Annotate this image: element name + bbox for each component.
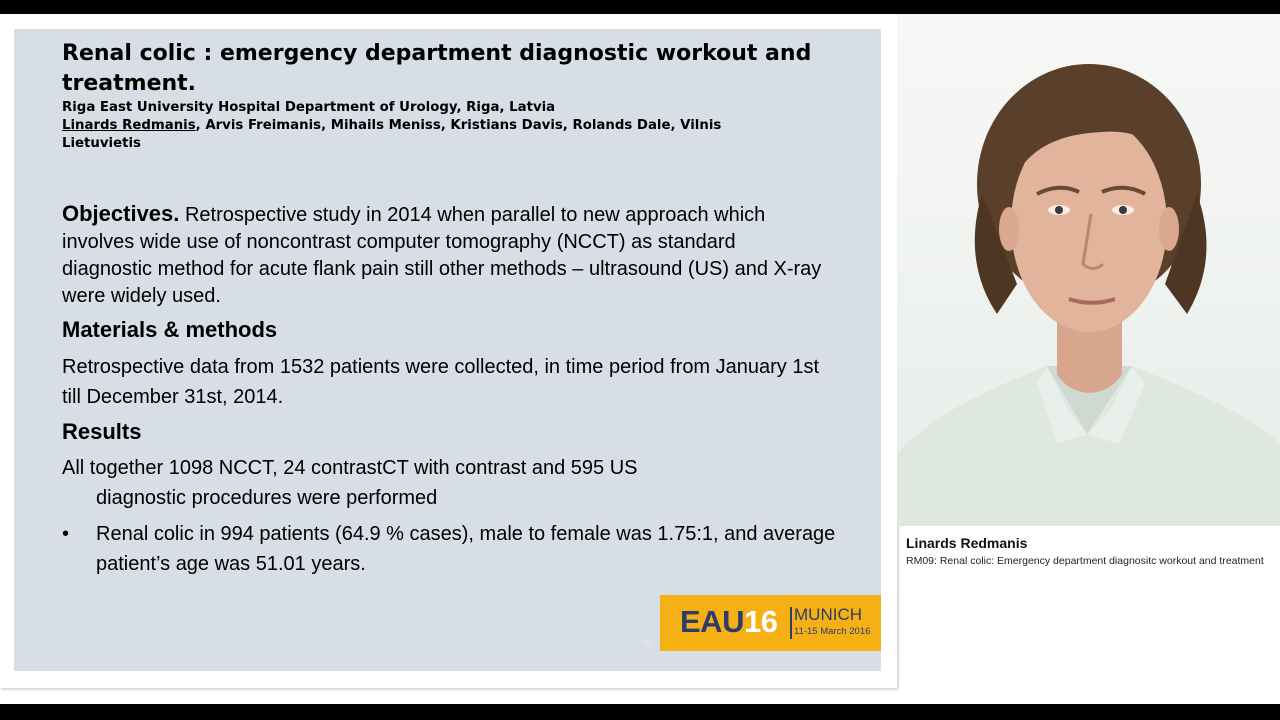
speaker-portrait-image <box>897 14 1280 526</box>
materials-text: Retrospective data from 1532 patients were collected, in time period from January 1st till December 31st, 2014. <box>62 356 820 408</box>
objectives-heading: Objectives. <box>62 201 180 226</box>
logo-mark <box>680 605 777 639</box>
results-text <box>62 453 842 513</box>
logo-divider <box>790 607 792 639</box>
presentation-slide <box>14 29 881 671</box>
speaker-name: Linards Redmanis <box>906 535 1028 551</box>
results-bullet <box>62 519 842 579</box>
logo-mark-number: 16 <box>743 604 778 639</box>
slide-frame <box>0 14 897 688</box>
objectives-paragraph <box>62 200 822 310</box>
results-line-2: diagnostic procedures were performed <box>96 487 438 509</box>
bottom-letterbox-bar <box>0 704 1280 720</box>
speaker-photo <box>897 14 1280 526</box>
logo-city: MUNICH <box>794 605 862 624</box>
slide-title: Renal colic : emergency department diagnostic workout and treatment. <box>62 41 812 96</box>
materials-heading: Materials & methods <box>62 317 278 342</box>
logo-mark-text: EAU <box>680 604 744 639</box>
results-line-1: All together 1098 NCCT, 24 contrastCT with contrast and 595 US <box>62 457 638 479</box>
session-caption: RM09: Renal colic: Emergency department diagnositc workout and treatment <box>906 555 1264 567</box>
logo-dates: 11-15 March 2016 <box>794 626 871 637</box>
co-authors: , Arvis Freimanis, Mihails Meniss, Kristians Davis, Rolands Dale, Vilnis Lietuvietis <box>62 118 722 151</box>
author-list <box>62 117 802 153</box>
results-heading: Results <box>62 419 142 444</box>
bullet-icon: • <box>62 523 70 545</box>
first-author: Linards Redmanis <box>62 118 196 133</box>
top-letterbox-bar <box>0 0 1280 14</box>
copyright-mark: © <box>644 637 653 649</box>
objectives-text: Retrospective study in 2014 when parallel to new approach which involves wide use of noncontrast computer tomography (NCCT) as standard diagnostic method for acute flank pain still other methods – ultrasound (US) and X-ray were widely used. <box>62 204 822 307</box>
eau16-logo <box>660 595 881 651</box>
affiliation: Riga East University Hospital Department of Urology, Riga, Latvia <box>62 100 556 115</box>
bullet-text: Renal colic in 994 patients (64.9 % cases), male to female was 1.75:1, and average patient’s age was 51.01 years. <box>96 523 836 575</box>
